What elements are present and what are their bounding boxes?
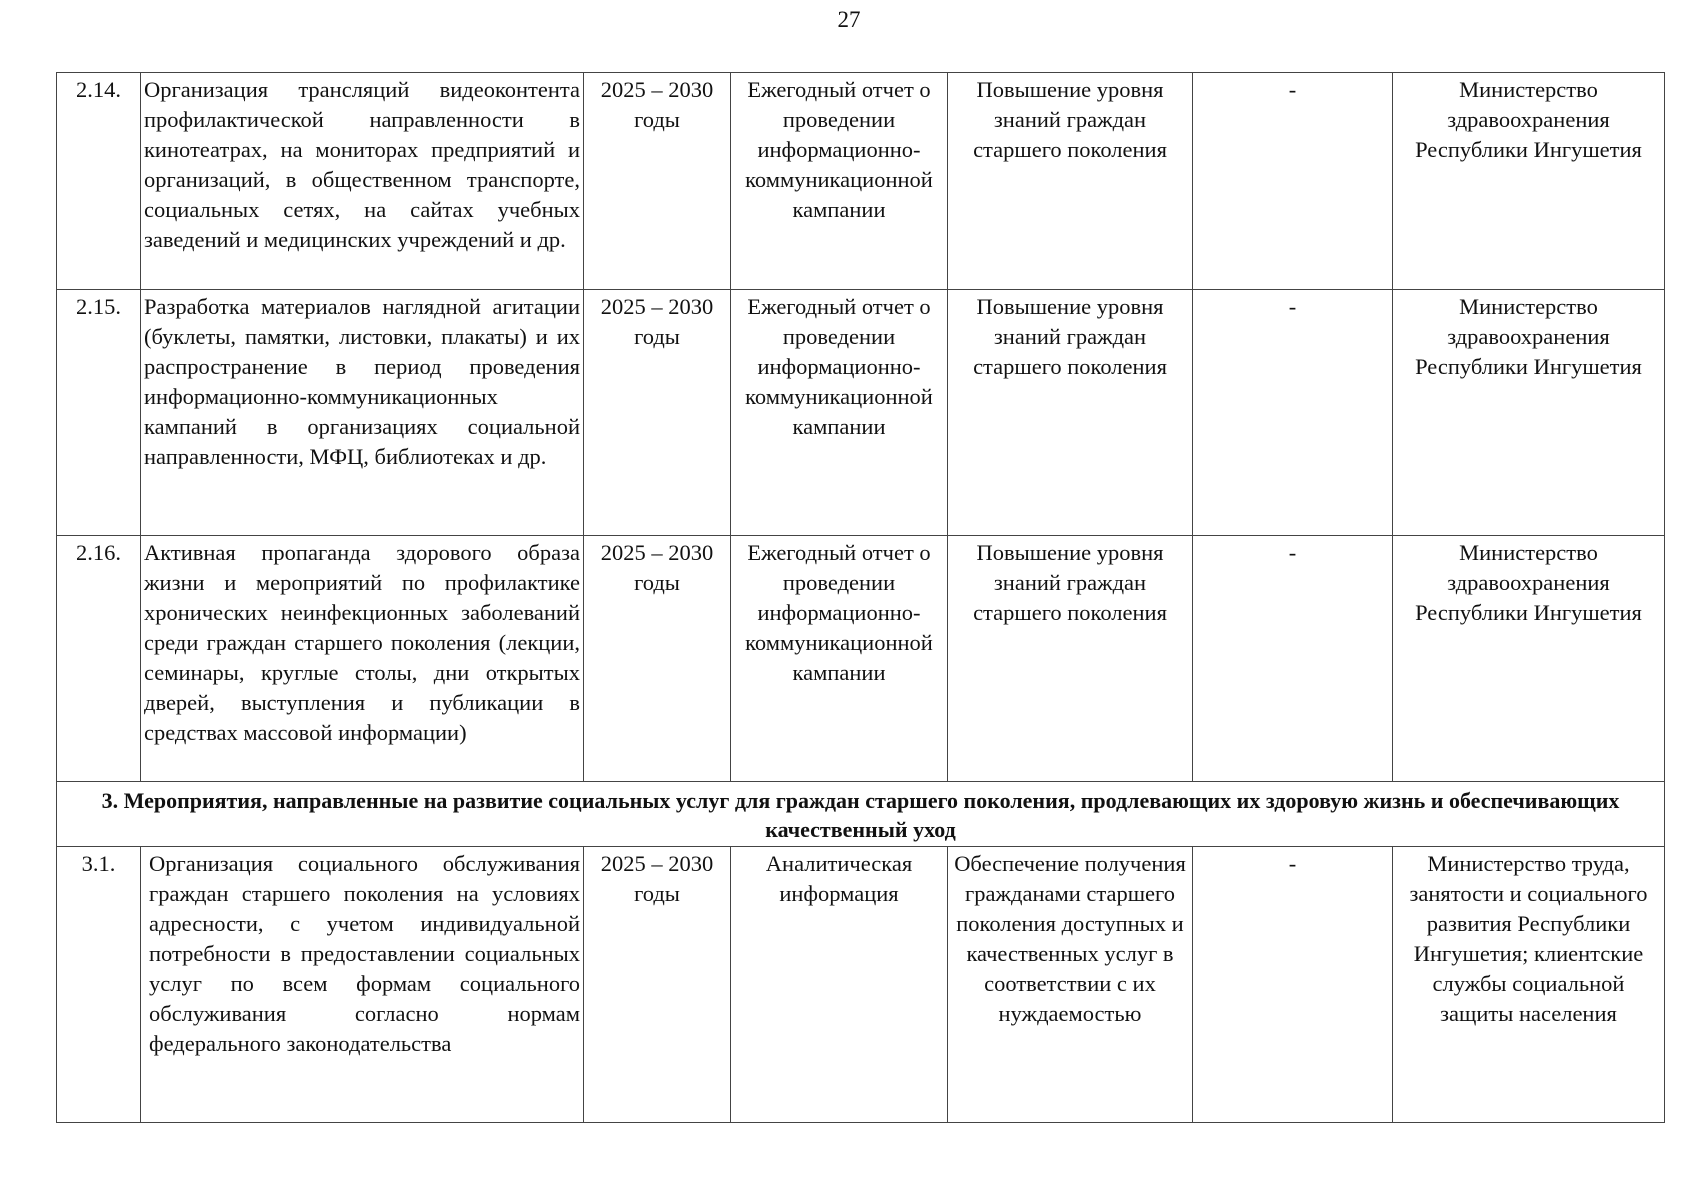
financing: - [1193,536,1393,782]
financing: - [1193,847,1393,1123]
measure-description: Разработка материалов наглядной агитации (буклеты, памятки, листовки, плакаты) и их распространение в период проведения информационно-коммуникационных кампаний в организациях социальной направленности, МФЦ, библиотеках и др. [141,290,584,536]
measures-table [56,72,1665,1123]
expected-result: Повышение уровня знаний граждан старшего поколения [948,290,1193,536]
row-number: 2.15. [57,290,141,536]
responsible-executor: Министерство здравоохранения Республики Ингушетия [1393,73,1665,290]
responsible-executor: Министерство здравоохранения Республики Ингушетия [1393,536,1665,782]
section-heading-row [57,782,1665,847]
financing: - [1193,290,1393,536]
report-form: Ежегодный отчет о проведении информационно-коммуникационной кампании [731,290,948,536]
expected-result: Повышение уровня знаний граждан старшего поколения [948,73,1193,290]
row-number: 2.16. [57,536,141,782]
implementation-period: 2025 – 2030 годы [584,847,731,1123]
report-form: Ежегодный отчет о проведении информационно-коммуникационной кампании [731,73,948,290]
row-number: 3.1. [57,847,141,1123]
measure-description: Организация трансляций видеоконтента профилактической направленности в кинотеатрах, на мониторах предприятий и организаций, в общественном транспорте, социальных сетях, на сайтах учебных заведений и медицинских учреждений и др. [141,73,584,290]
implementation-period: 2025 – 2030 годы [584,290,731,536]
section-heading: 3. Мероприятия, направленные на развитие социальных услуг для граждан старшего поколения, продлевающих их здоровую жизнь и обеспечивающих качественный уход [57,782,1665,847]
table-row [57,290,1665,536]
financing: - [1193,73,1393,290]
expected-result: Обеспечение получения гражданами старшего поколения доступных и качественных услуг в соответствии с их нуждаемостью [948,847,1193,1123]
responsible-executor: Министерство здравоохранения Республики Ингушетия [1393,290,1665,536]
measure-description: Организация социального обслуживания граждан старшего поколения на условиях адресности, с учетом индивидуальной потребности в предоставлении социальных услуг по всем формам социального обслуживания согласно нормам федерального законодательства [141,847,584,1123]
page-number: 27 [837,7,861,32]
responsible-executor: Министерство труда, занятости и социального развития Республики Ингушетия; клиентские службы социальной защиты населения [1393,847,1665,1123]
report-form: Ежегодный отчет о проведении информационно-коммуникационной кампании [731,536,948,782]
expected-result: Повышение уровня знаний граждан старшего поколения [948,536,1193,782]
implementation-period: 2025 – 2030 годы [584,536,731,782]
measure-description: Активная пропаганда здорового образа жизни и мероприятий по профилактике хронических неинфекционных заболеваний среди граждан старшего поколения (лекции, семинары, круглые столы, дни открытых дверей, выступления и публикации в средствах массовой информации) [141,536,584,782]
implementation-period: 2025 – 2030 годы [584,73,731,290]
table-row [57,536,1665,782]
table-row [57,73,1665,290]
table-row [57,847,1665,1123]
report-form: Аналитическая информация [731,847,948,1123]
row-number: 2.14. [57,73,141,290]
